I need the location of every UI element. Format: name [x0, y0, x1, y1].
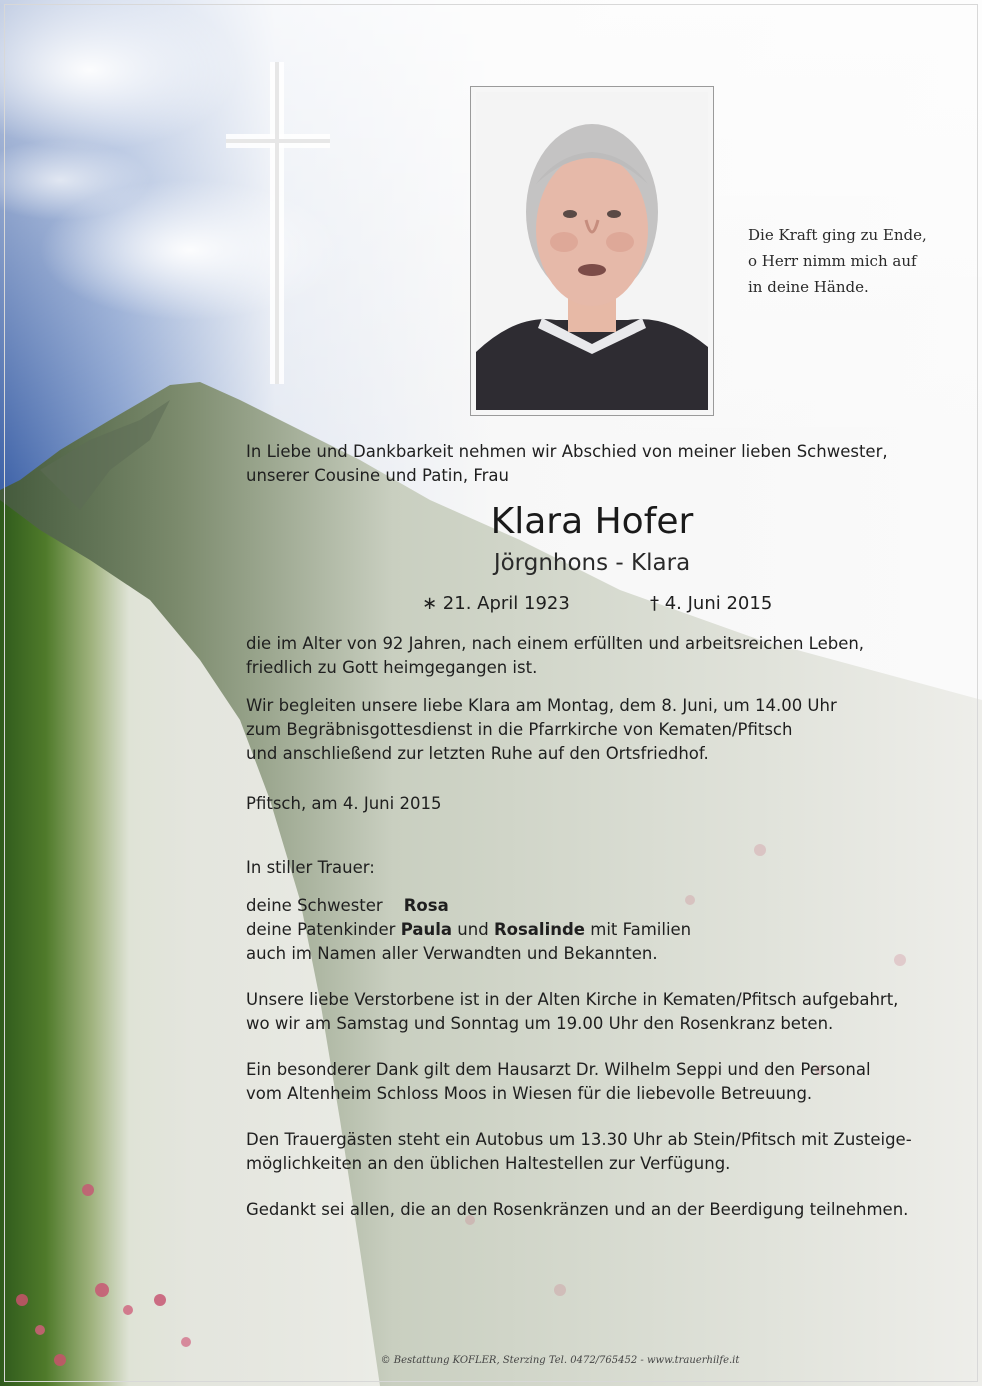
godchild-name: Paula	[400, 920, 453, 939]
life-dates	[246, 588, 966, 618]
relatives-line: auch im Namen aller Verwandten und Bekannten.	[246, 944, 658, 963]
sister-prefix: deine Schwester	[246, 896, 383, 915]
death-date: † 4. Juni 2015	[650, 593, 773, 614]
laid-out-paragraph	[246, 988, 966, 1036]
thanks-line: Ein besonderer Dank gilt dem Hausarzt Dr. Wilhelm Seppi und den Personal	[246, 1060, 871, 1079]
godchildren-suffix: mit Familien	[590, 920, 692, 939]
place-date	[246, 792, 966, 816]
deceased-name: Klara Hofer	[490, 501, 694, 542]
quote-line: Die Kraft ging zu Ende,	[748, 226, 927, 244]
and-word: und	[457, 920, 489, 939]
mourners-heading: In stiller Trauer:	[246, 858, 375, 877]
birth-date: ∗ 21. April 1923	[422, 593, 570, 614]
bus-line: möglichkeiten an den üblichen Haltestellen zur Verfügung.	[246, 1154, 731, 1173]
footer-credit: © Bestattung KOFLER, Sterzing Tel. 0472/765452 - www.trauerhilfe.it	[380, 1355, 740, 1366]
thanks-paragraph	[246, 1058, 966, 1106]
sister-name: Rosa	[403, 896, 449, 915]
quote-line: o Herr nimm mich auf	[748, 252, 917, 270]
thanks-line: vom Altenheim Schloss Moos in Wiesen für die liebevolle Betreuung.	[246, 1084, 813, 1103]
portrait-photo	[470, 86, 714, 416]
portrait-image	[476, 92, 708, 410]
sister-line	[246, 894, 966, 918]
obituary-text	[246, 440, 966, 1222]
godchildren-prefix: deine Patenkinder	[246, 920, 396, 939]
bus-line: Den Trauergästen steht ein Autobus um 13.30 Uhr ab Stein/Pfitsch mit Zusteige-	[246, 1130, 912, 1149]
godchildren-line	[246, 918, 966, 942]
godchild-name: Rosalinde	[493, 920, 585, 939]
laid-out-line: Unsere liebe Verstorbene ist in der Alten Kirche in Kematen/Pfitsch aufgebahrt,	[246, 990, 899, 1009]
quote-verse	[748, 222, 948, 300]
closing-paragraph	[246, 1198, 966, 1222]
age-line: die im Alter von 92 Jahren, nach einem erfüllten und arbeitsreichen Leben,	[246, 634, 865, 653]
age-line: friedlich zu Gott heimgegangen ist.	[246, 658, 538, 677]
intro-paragraph	[246, 440, 966, 488]
place-date-line: Pfitsch, am 4. Juni 2015	[246, 794, 442, 813]
funeral-line: Wir begleiten unsere liebe Klara am Montag, dem 8. Juni, um 14.00 Uhr	[246, 696, 837, 715]
funeral-line: zum Begräbnisgottesdienst in die Pfarrkirche von Kematen/Pfitsch	[246, 720, 793, 739]
laid-out-line: wo wir am Samstag und Sonntag um 19.00 Uhr den Rosenkranz beten.	[246, 1014, 834, 1033]
closing-line: Gedankt sei allen, die an den Rosenkränzen und an der Beerdigung teilnehmen.	[246, 1200, 909, 1219]
intro-line: In Liebe und Dankbarkeit nehmen wir Abschied von meiner lieben Schwester,	[246, 442, 888, 461]
mourners-paragraph	[246, 856, 966, 966]
age-paragraph	[246, 632, 966, 680]
quote-line: in deine Hände.	[748, 278, 869, 296]
cross-icon	[226, 62, 330, 384]
intro-line: unserer Cousine und Patin, Frau	[246, 466, 509, 485]
funeral-line: und anschließend zur letzten Ruhe auf den Ortsfriedhof.	[246, 744, 709, 763]
deceased-nickname: Jörgnhons - Klara	[493, 550, 691, 576]
funeral-paragraph	[246, 694, 966, 766]
bus-paragraph	[246, 1128, 966, 1176]
